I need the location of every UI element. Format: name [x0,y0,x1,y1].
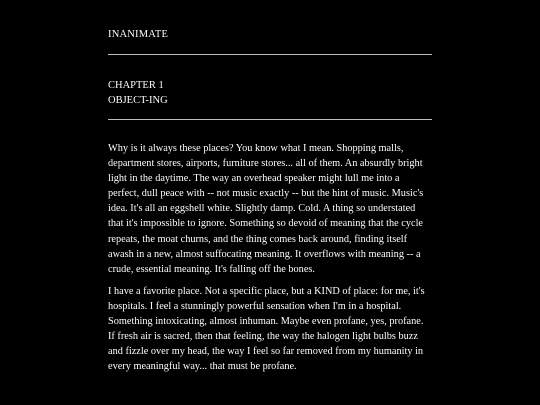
divider-bottom [108,119,432,120]
chapter-body [108,141,432,381]
chapter-title: OBJECT-ING [108,95,168,106]
divider-top [108,54,432,55]
chapter-heading [108,78,168,108]
body-paragraph: Why is it always these places? You know what I mean. Shopping malls, department stores, airports, furniture stores... all of them. An absurdly bright light in the daytime. The way an overhead speaker might lull me into a perfect, dull peace with -- not music exactly -- but the hint of music. Music's idea. It's all an eggshell white. Slightly damp. Cold. A thing so understated that it's impossible to ignore. Something so devoid of meaning that the cycle repeats, the moat churns, and the thing comes back around, finding itself awash in a new, almost suffocating meaning. It overflows with meaning -- a crude, essential meaning. It's falling off the bones. [108,143,424,275]
book-title: INANIMATE [108,29,169,40]
chapter-number: CHAPTER 1 [108,80,164,91]
body-paragraph: I have a favorite place. Not a specific place, but a KIND of place: for me, it's hospitals. I feel a stunningly powerful sensation when I'm in a hospital. Something intoxicating, almost inhuman. Maybe even profane, yes, profane. If fresh air is sacred, then that feeling, the way the halogen light bulbs buzz and fizzle over my head, the way I feel so far removed from my humanity in every meaningful way... that must be profane. [108,285,425,373]
